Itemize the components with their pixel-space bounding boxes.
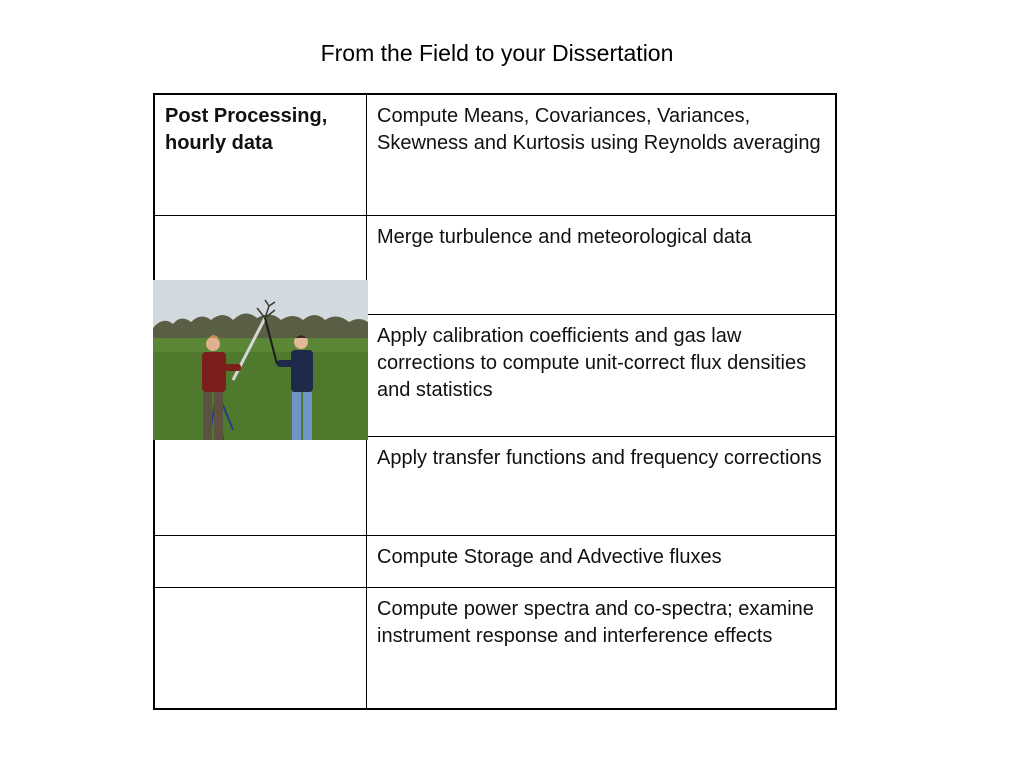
table-row bbox=[154, 536, 836, 588]
step-cell: Merge turbulence and meteorological data bbox=[367, 216, 837, 315]
slide-title: From the Field to your Dissertation bbox=[320, 40, 674, 66]
table-row bbox=[154, 437, 836, 536]
row-label-cell bbox=[154, 437, 367, 536]
step-cell: Compute power spectra and co-spectra; examine instrument response and interference effects bbox=[367, 588, 837, 710]
table-row bbox=[154, 588, 836, 710]
row-label-cell bbox=[154, 588, 367, 710]
field-photo bbox=[153, 280, 368, 440]
step-cell: Compute Storage and Advective fluxes bbox=[367, 536, 837, 588]
field-photo-icon bbox=[153, 280, 368, 440]
row-label-cell bbox=[154, 536, 367, 588]
step-cell: Compute Means, Covariances, Variances, Skewness and Kurtosis using Reynolds averaging bbox=[367, 94, 837, 216]
step-cell: Apply calibration coefficients and gas law corrections to compute unit-correct flux densities and statistics bbox=[367, 315, 837, 437]
table-row bbox=[154, 94, 836, 216]
row-label-cell: Post Processing, hourly data bbox=[154, 94, 367, 216]
step-cell: Apply transfer functions and frequency corrections bbox=[367, 437, 837, 536]
